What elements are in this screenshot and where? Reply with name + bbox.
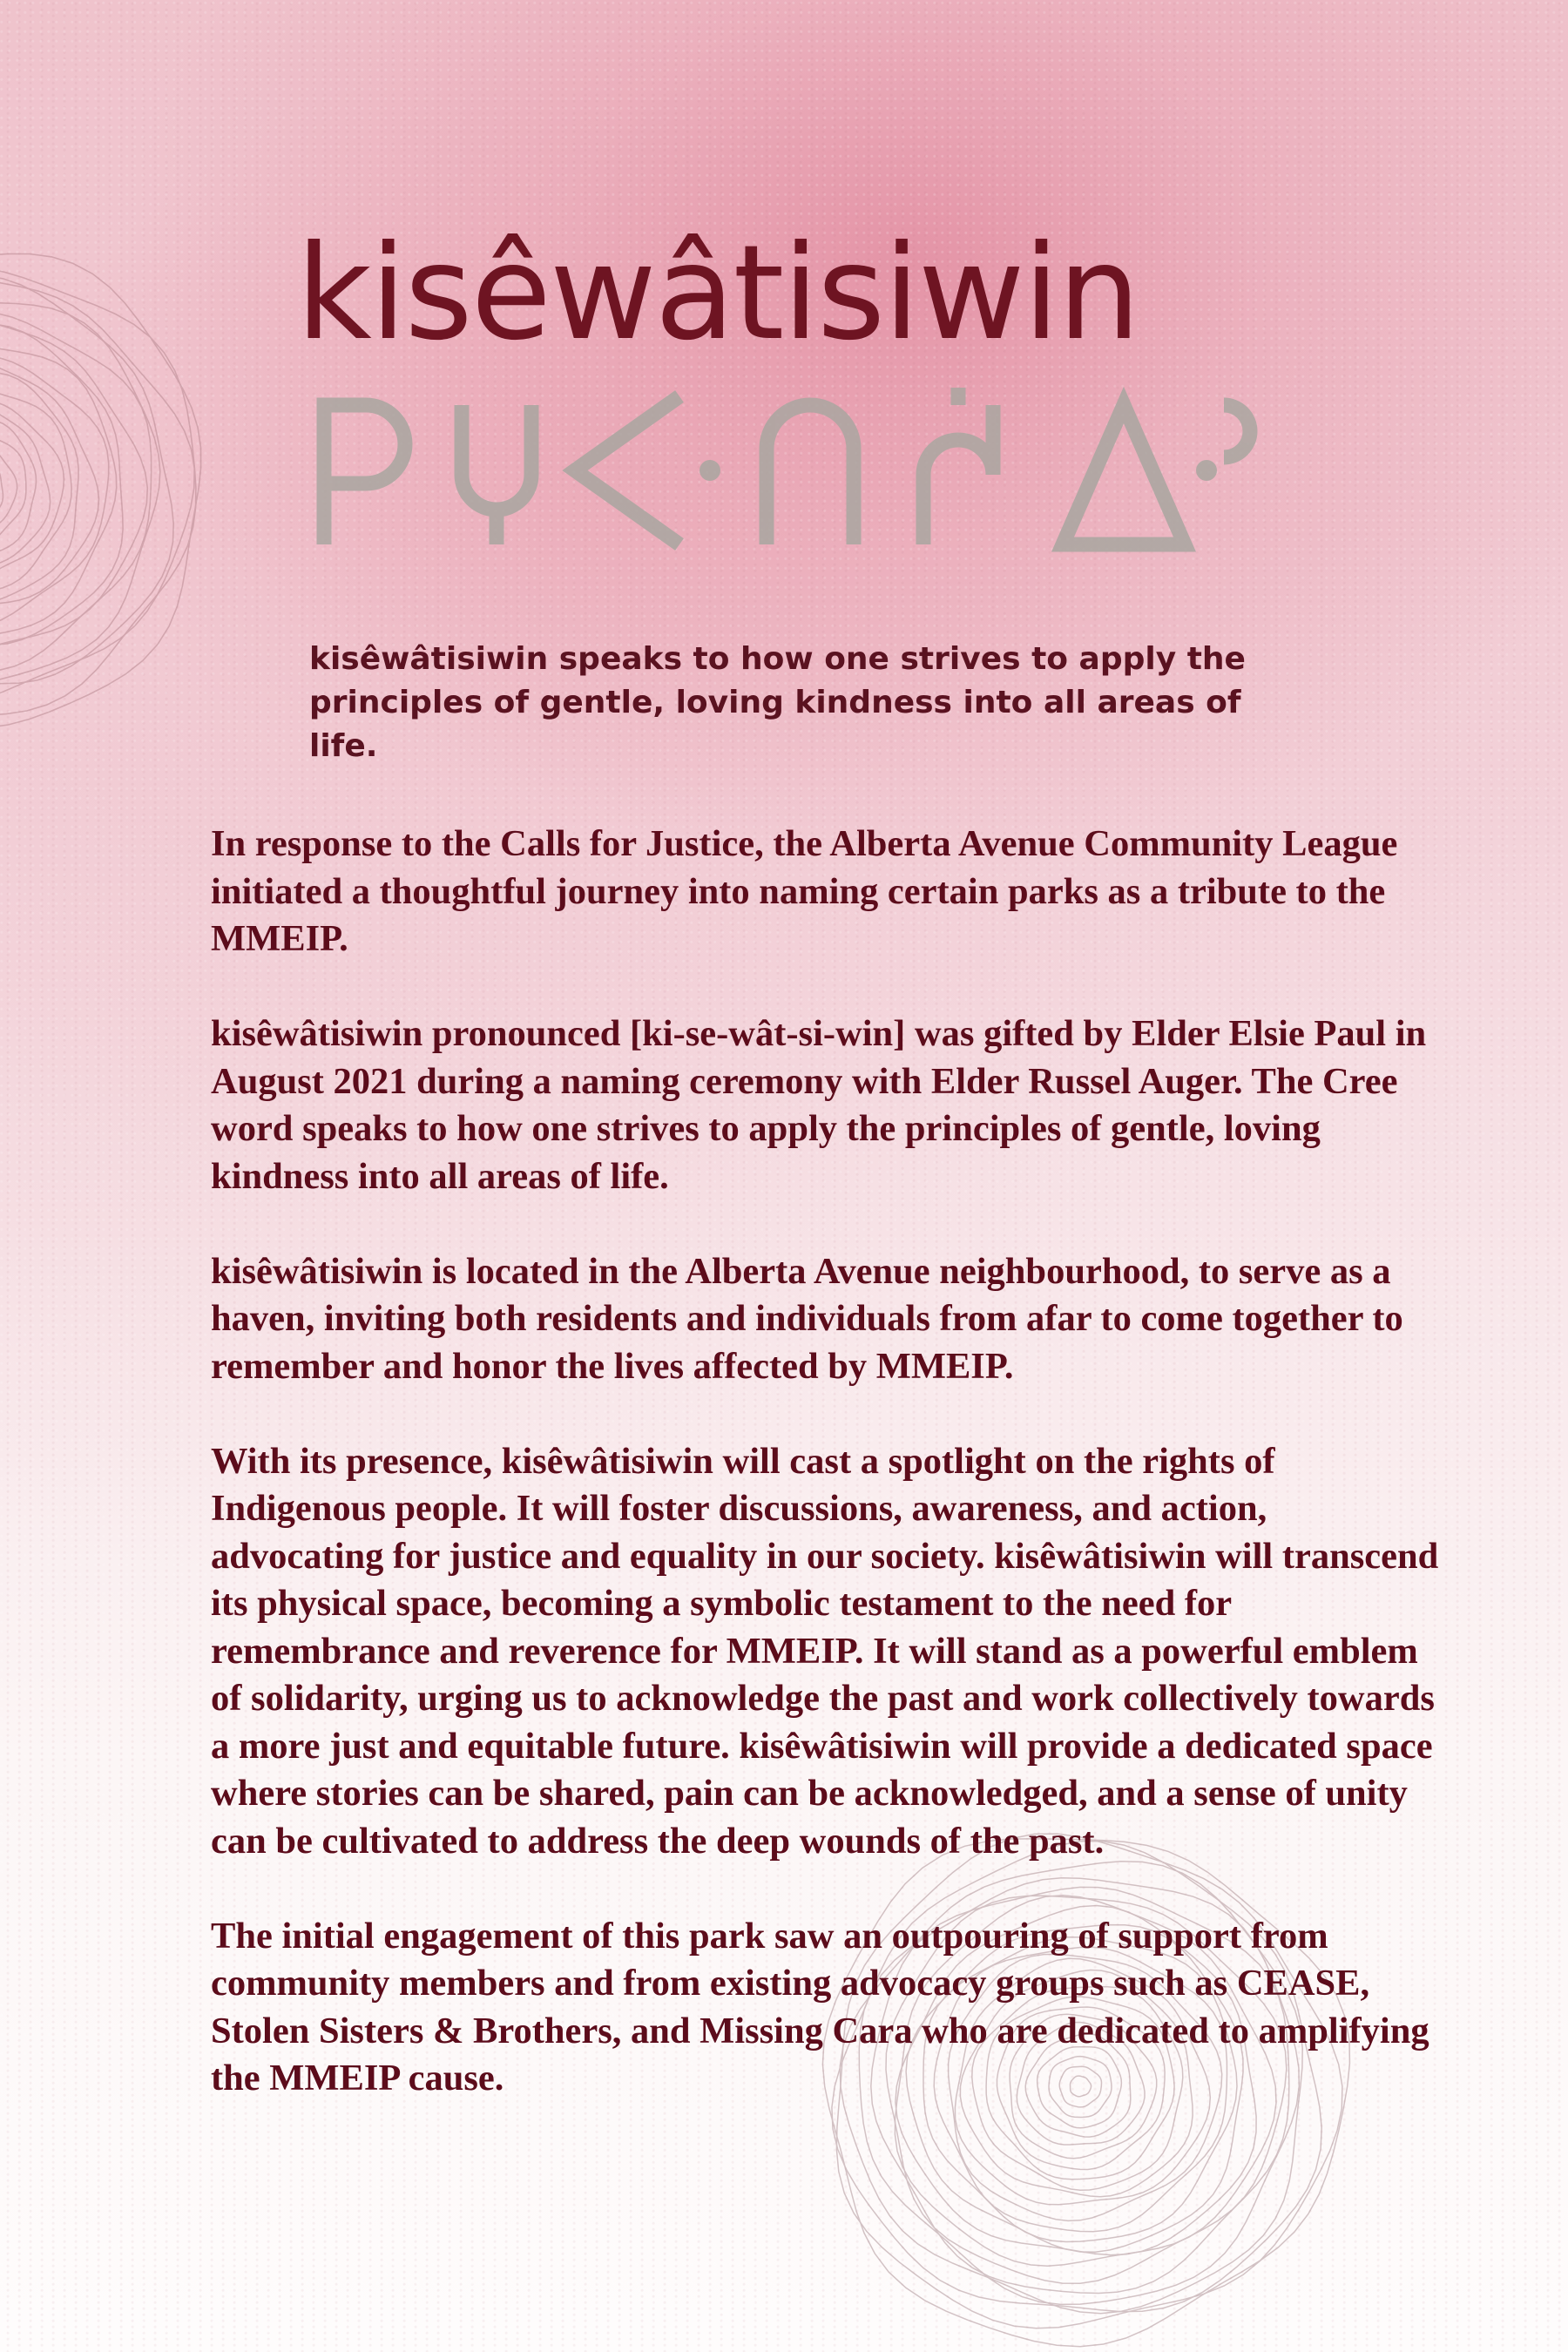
tagline-line-2: principles of gentle, loving kindness into all areas of life. (309, 685, 1241, 764)
tree-ring-line (0, 372, 78, 604)
syllable-wa-glyph (575, 396, 679, 544)
syllable-ki-glyph (324, 405, 405, 544)
paragraph-calls-for-justice: In response to the Calls for Justice, the Alberta Avenue Community League initiated a thoughtful journey into naming certain parks as a tribute to the MMEIP. (211, 823, 1398, 959)
syllable-se-glyph (462, 405, 531, 544)
tree-ring-line (0, 449, 3, 524)
tree-ring-line (0, 253, 201, 727)
page-title: kisêwâtisiwin (296, 218, 1139, 369)
syllable-dot-glyph (700, 460, 720, 481)
syllable-si-glyph (923, 388, 993, 544)
body-text (211, 821, 1448, 2103)
tree-ring-line (0, 313, 147, 656)
tree-ring-line (0, 344, 117, 639)
tree-ring-line (0, 273, 194, 705)
syllable-dot2-glyph (1196, 460, 1217, 481)
paragraph-presence: With its presence, kisêwâtisiwin will cast a spotlight on the rights of Indigenous people. It will foster discussions, awareness, and action, advocating for justice and equality in our society. kisêwâtisiwin will transcend its physical space, becoming a symbolic testament to the need for remembrance and reverence for MMEIP. It will stand as a powerful emblem of solidarity, urging us to acknowledge the past and work collectively towards a more just and equitable future. kisêwâtisiwin will provide a dedicated space where stories can be shared, pain can be acknowledged, and a sense of unity can be cultivated to address the deep wounds of the past. (211, 1440, 1439, 1862)
tree-ring-line (0, 355, 109, 628)
tree-ring-line (0, 438, 17, 536)
tree-ring-line (0, 324, 123, 645)
cree-syllabics-wordmark (314, 370, 1272, 553)
tree-ring-line (0, 275, 173, 683)
syllable-n-glyph (1224, 405, 1250, 457)
paragraph-name-origin: kisêwâtisiwin pronounced [ki-se-wât-si-win] was gifted by Elder Elsie Paul in August 2021 during a naming ceremony with Elder Russel Auger. The Cree word speaks to how one strives to apply the principles of gentle, loving kindness into all areas of life. (211, 1013, 1427, 1197)
syllable-ti-glyph (767, 405, 854, 544)
tree-ring-line (0, 429, 26, 548)
tree-ring-line (0, 312, 152, 672)
paragraph-location: kisêwâtisiwin is located in the Alberta Avenue neighbourhood, to serve as a haven, inviting both residents and individuals from afar to come together to remember and honor the lives affected by MMEIP. (211, 1250, 1403, 1387)
tree-ring-line (0, 356, 99, 609)
tree-ring-line (0, 387, 71, 593)
tree-ring-line (0, 402, 51, 565)
tree-ring-left-icon (0, 253, 201, 727)
tree-ring-line (0, 267, 196, 715)
tree-ring-line (0, 302, 160, 685)
tree-ring-line (0, 419, 37, 560)
tree-ring-line (0, 396, 64, 582)
paragraph-engagement: The initial engagement of this park saw an outpouring of support from community members and from existing advocacy groups such as CEASE, Stolen Sisters & Brothers, and Missing Cara who are dedicated to amplifying the MMEIP cause. (211, 1915, 1429, 2099)
tagline-line-1: kisêwâtisiwin speaks to how one strives to apply the (309, 641, 1246, 677)
tagline (309, 638, 1311, 768)
syllable-i-glyph (1063, 405, 1185, 544)
